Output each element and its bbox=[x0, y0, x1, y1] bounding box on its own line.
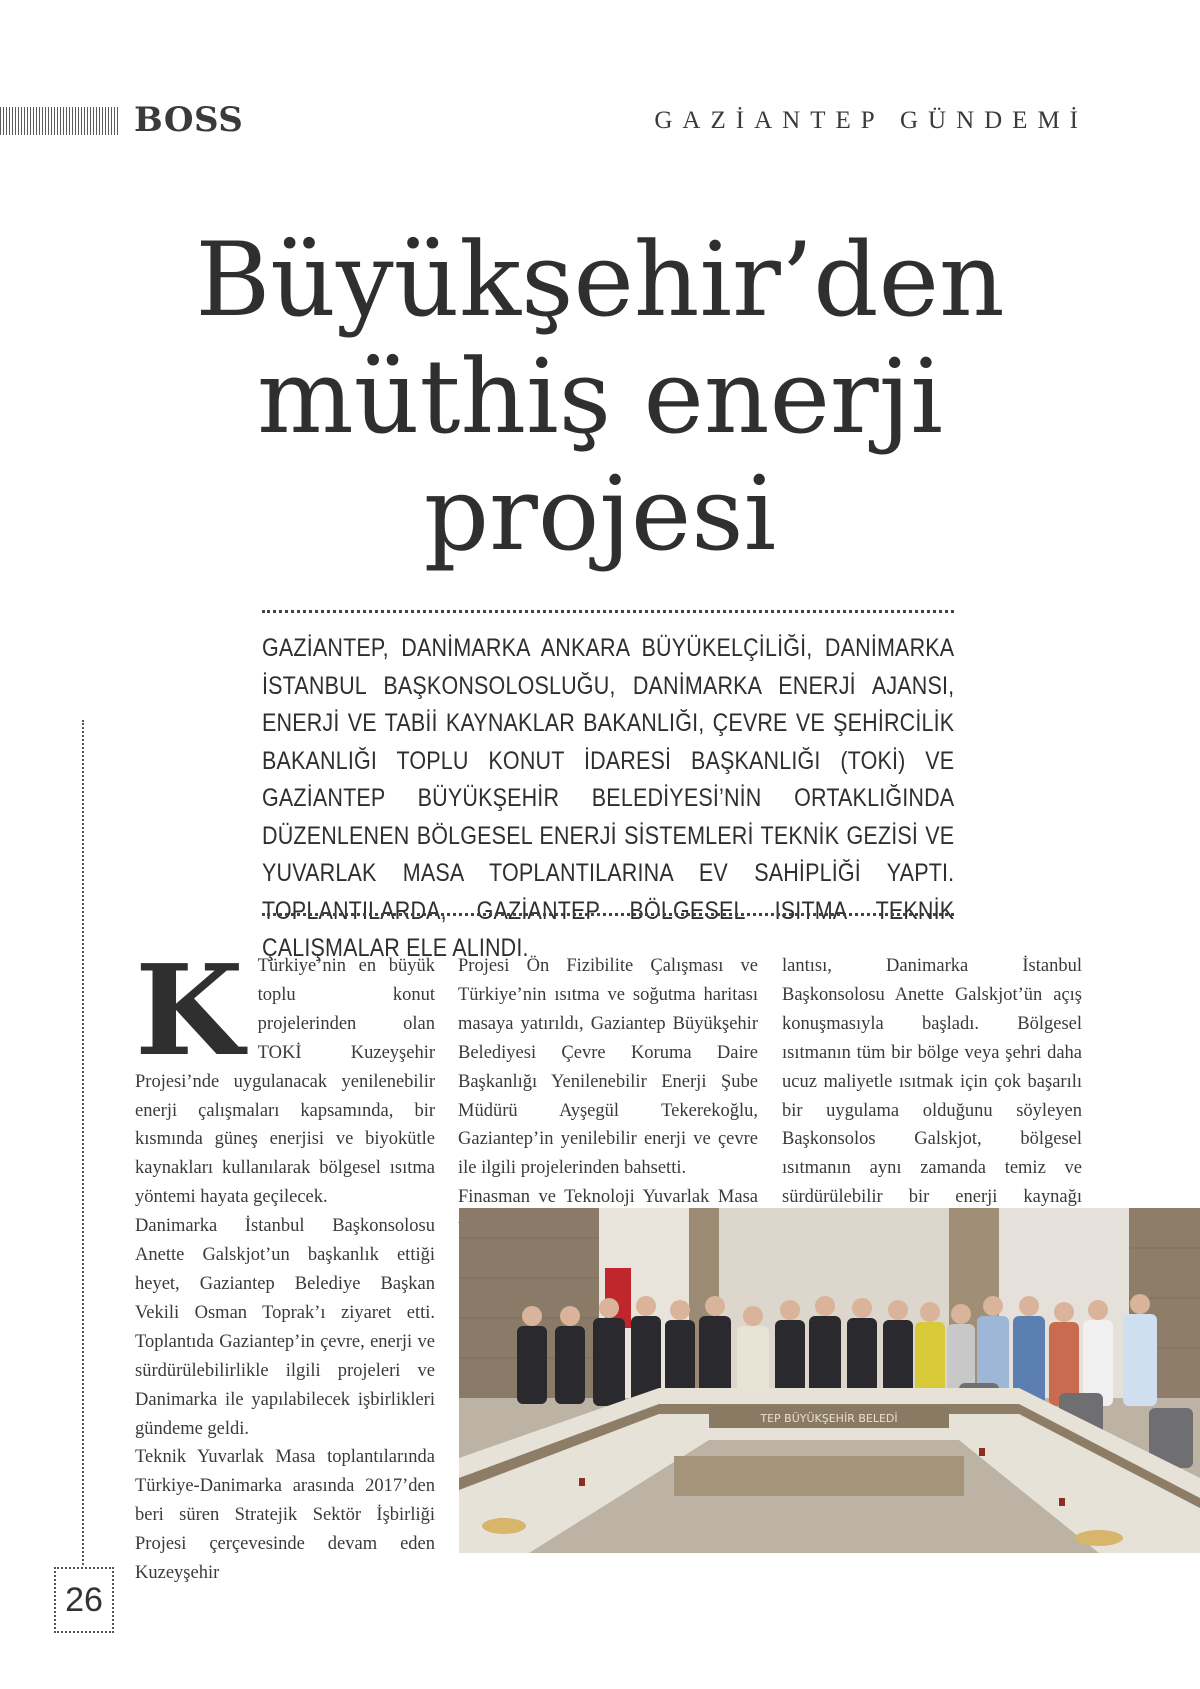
meeting-photo bbox=[459, 1208, 1200, 1553]
photo-table-sign: TEP BÜYÜKŞEHİR BELEDİ bbox=[760, 1412, 898, 1425]
body-paragraph: lantısı, Danimarka İstanbul Başkonsolosu Anette Galskjot’ün açış konuşmasıyla başladı. Bölgesel ısıtmanın tüm bir bölge veya şehri daha ucuz maliyetle ısıtmak için çok başarılı bir uygulama olduğunu söyleyen Başkonsolos Galskjot, bölgesel ısıtmanın aynı zamanda temiz ve sürdürülebilir bir enerji kaynağı bbox=[782, 956, 1082, 1208]
article-title bbox=[0, 222, 1200, 573]
barcode-decoration bbox=[0, 107, 120, 135]
section-title: GAZİANTEP GÜNDEMİ bbox=[654, 107, 1088, 134]
page-side-border bbox=[82, 720, 84, 1565]
body-column-2 bbox=[458, 952, 758, 1241]
body-column-1 bbox=[135, 938, 435, 1588]
page-number: 26 bbox=[54, 1567, 114, 1633]
title-line-2: müthiş enerji bbox=[257, 338, 943, 457]
title-line-3: projesi bbox=[423, 455, 777, 574]
title-line-1: Büyükşehir’den bbox=[195, 221, 1005, 340]
lead-top-divider bbox=[262, 610, 954, 613]
magazine-logo: BOSS bbox=[134, 100, 244, 140]
body-paragraph: Danimarka İstanbul Başkonsolosu Anette Galskjot’un başkanlık ettiği heyet, Gaziantep Belediye Başkan Vekili Osman Toprak’ı ziyaret etti. Toplantıda Gaziantep’in çevre, enerji ve sürdürülebilirlikle ilgili projeleri ve Danimarka ile yapılabilecek işbirlikleri gündeme geldi. bbox=[135, 1216, 435, 1439]
article-lead: GAZİANTEP, DANİMARKA ANKARA BÜYÜKELÇİLİĞİ, DANİMARKA İSTANBUL BAŞKONSOLOSLUĞU, DANİMARKA ENERJİ AJANSI, ENERJİ VE TABİİ KAYNAKLAR BAKANLIĞI, ÇEVRE VE ŞEHİRCİLİK BAKANLIĞI TOPLU KONUT İDARESİ BAŞKANLIĞI (TOKİ) VE GAZİANTEP BÜYÜKŞEHİR BELEDİYESİ’NİN ORTAKLIĞINDA DÜZENLENEN BÖLGESEL ENERJİ SİSTEMLERİ TEKNİK GEZİSİ VE YUVARLAK MASA TOPLANTILARINA EV SAHİPLİĞİ YAPTI. TOPLANTILARDA, GAZİANTEP BÖLGESEL ISITMA TEKNİK ÇALIŞMALAR ELE ALINDI. bbox=[262, 634, 955, 962]
body-column-3 bbox=[782, 952, 1082, 1241]
body-paragraph: Projesi Ön Fizibilite Çalışması ve Türkiye’nin ısıtma ve soğutma haritası masaya yatırıldı, Gaziantep Büyükşehir Belediyesi Çevre Koruma Daire Başkanlığı Yenilenebilir Enerji Şube Müdürü Ayşegül Tekerekoğlu, Gaziantep’in yenilebilir enerji ve çevre ile ilgili projelerinden bahsetti. bbox=[458, 956, 758, 1179]
lead-bottom-divider bbox=[262, 913, 954, 916]
body-paragraph: Teknik Yuvarlak Masa toplantılarında Türkiye-Danimarka arasında 2017’den beri süren Stratejik Sektör İşbirliği Projesi çerçevesinde devam eden Kuzeyşehir bbox=[135, 1447, 435, 1584]
body-paragraph: Finasman ve Teknoloji Yuvarlak Masa bbox=[458, 1187, 758, 1208]
body-paragraph: Türkiye’nin en büyük toplu konut projelerinden olan TOKİ Kuzeyşehir Projesi’nde uygulanacak yenilenebilir enerji çalışmaları kapsamında, bir kısmında güneş enerjisi ve biyokütle kaynakları kullanılarak bölgesel ısıtma yöntemi hayata geçilecek. bbox=[135, 956, 435, 1208]
drop-cap: K bbox=[135, 938, 244, 1084]
